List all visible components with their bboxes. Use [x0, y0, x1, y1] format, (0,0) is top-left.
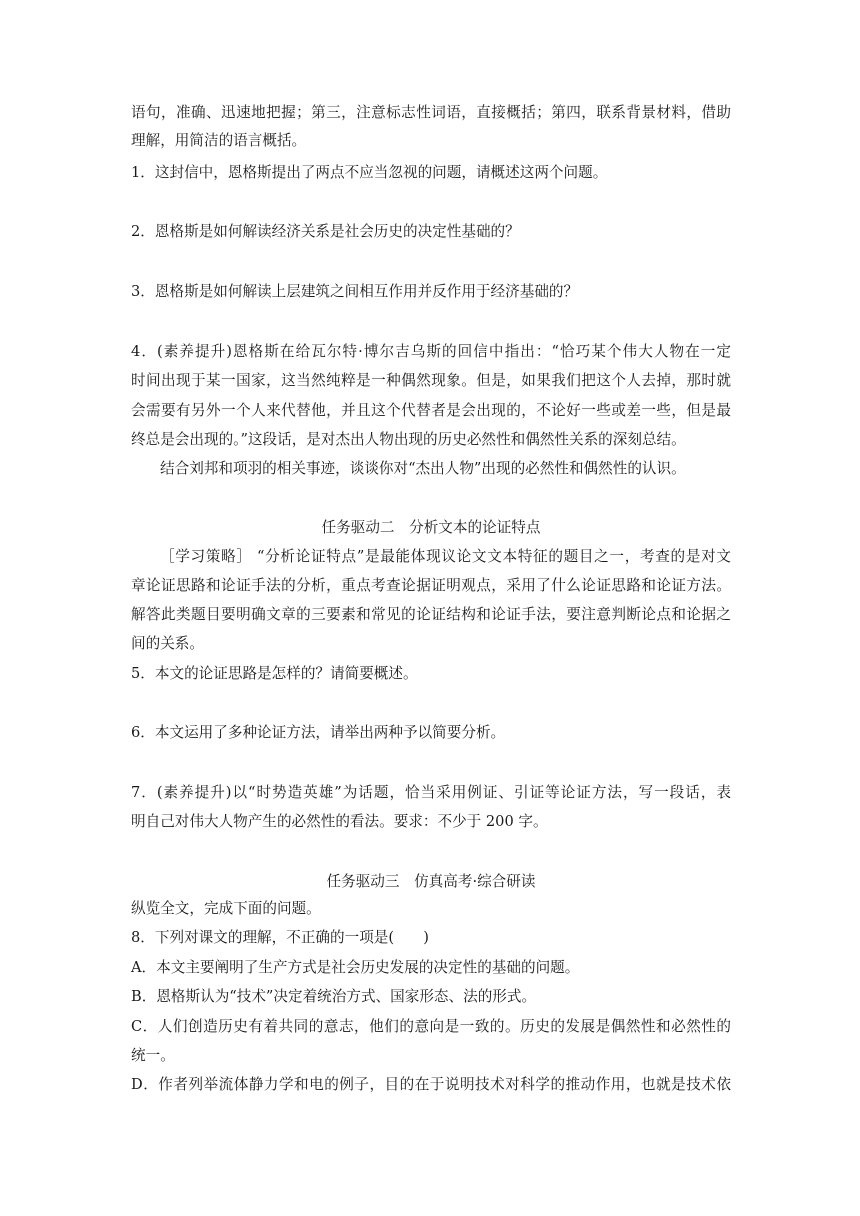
- option-d: D．作者列举流体静力学和电的例子，目的在于说明技术对科学的推动作用，也就是技术依: [131, 1076, 731, 1093]
- question-6: 6．本文运用了多种论证方法，请举出两种予以简要分析。: [131, 724, 506, 741]
- question-7-line-1: 7．(素养提升)以“时势造英雄”为话题，恰当采用例证、引证等论证方法，写一段话，表: [131, 784, 731, 801]
- strategy-line-2: 章论证思路和论证手法的分析，重点考查论据证明观点，采用了什么论证思路和论证方法。: [131, 577, 731, 594]
- question-4-line-1: 4．(素养提升)恩格斯在给瓦尔特·博尔吉乌斯的回信中指出：“恰巧某个伟大人物在一定: [131, 343, 731, 360]
- task-3-heading: 任务驱动三 仿真高考·综合研读: [326, 873, 536, 890]
- question-1: 1．这封信中，恩格斯提出了两点不应当忽视的问题，请概述这两个问题。: [131, 164, 608, 181]
- option-c-line-2: 统一。: [131, 1047, 175, 1064]
- question-4-line-5: 结合刘邦和项羽的相关事迹，谈谈你对“杰出人物”出现的必然性和偶然性的认识。: [160, 460, 686, 477]
- question-4-line-4: 终总是会出现的。”这段话，是对杰出人物出现的历史必然性和偶然性关系的深刻总结。: [131, 431, 686, 448]
- question-8: 8．下列对课文的理解，不正确的一项是( ): [131, 929, 429, 946]
- strategy-line-4: 间的关系。: [131, 635, 204, 652]
- question-5: 5．本文的论证思路是怎样的？请简要概述。: [131, 665, 418, 682]
- task-2-heading: 任务驱动二 分析文本的论证特点: [321, 519, 541, 536]
- intro-line-2: 理解，用简洁的语言概括。: [131, 132, 307, 149]
- option-c-line-1: C．人们创造历史有着共同的意志，他们的意向是一致的。历史的发展是偶然性和必然性的: [131, 1018, 731, 1035]
- question-3: 3．恩格斯是如何解读上层建筑之间相互作用并反作用于经济基础的？: [131, 283, 579, 300]
- strategy-line-3: 解答此类题目要明确文章的三要素和常见的论证结构和论证手法，要注意判断论点和论据之: [131, 606, 731, 623]
- question-4-line-2: 时间出现于某一国家，这当然纯粹是一种偶然现象。但是，如果我们把这个人去掉，那时就: [131, 372, 731, 389]
- question-7-line-2: 明自己对伟大人物产生的必然性的看法。要求：不少于 200 字。: [131, 813, 548, 830]
- question-2: 2．恩格斯是如何解读经济关系是社会历史的决定性基础的？: [131, 223, 520, 240]
- task-3-instruction: 纵览全文，完成下面的问题。: [131, 900, 321, 917]
- question-4-line-3: 会需要有另外一个人来代替他，并且这个代替者是会出现的，不论好一些或差一些，但是最: [131, 402, 731, 419]
- intro-line-1: 语句，准确、迅速地把握；第三，注意标志性词语，直接概括；第四，联系背景材料，借助: [131, 104, 731, 121]
- option-b: B．恩格斯认为“技术”决定着统治方式、国家形态、法的形式。: [131, 988, 537, 1005]
- option-a: A．本文主要阐明了生产方式是社会历史发展的决定性的基础的问题。: [131, 959, 580, 976]
- strategy-line-1: ［学习策略］ “分析论证特点”是最能体现议论文文本特征的题目之一，考查的是对文: [160, 548, 731, 565]
